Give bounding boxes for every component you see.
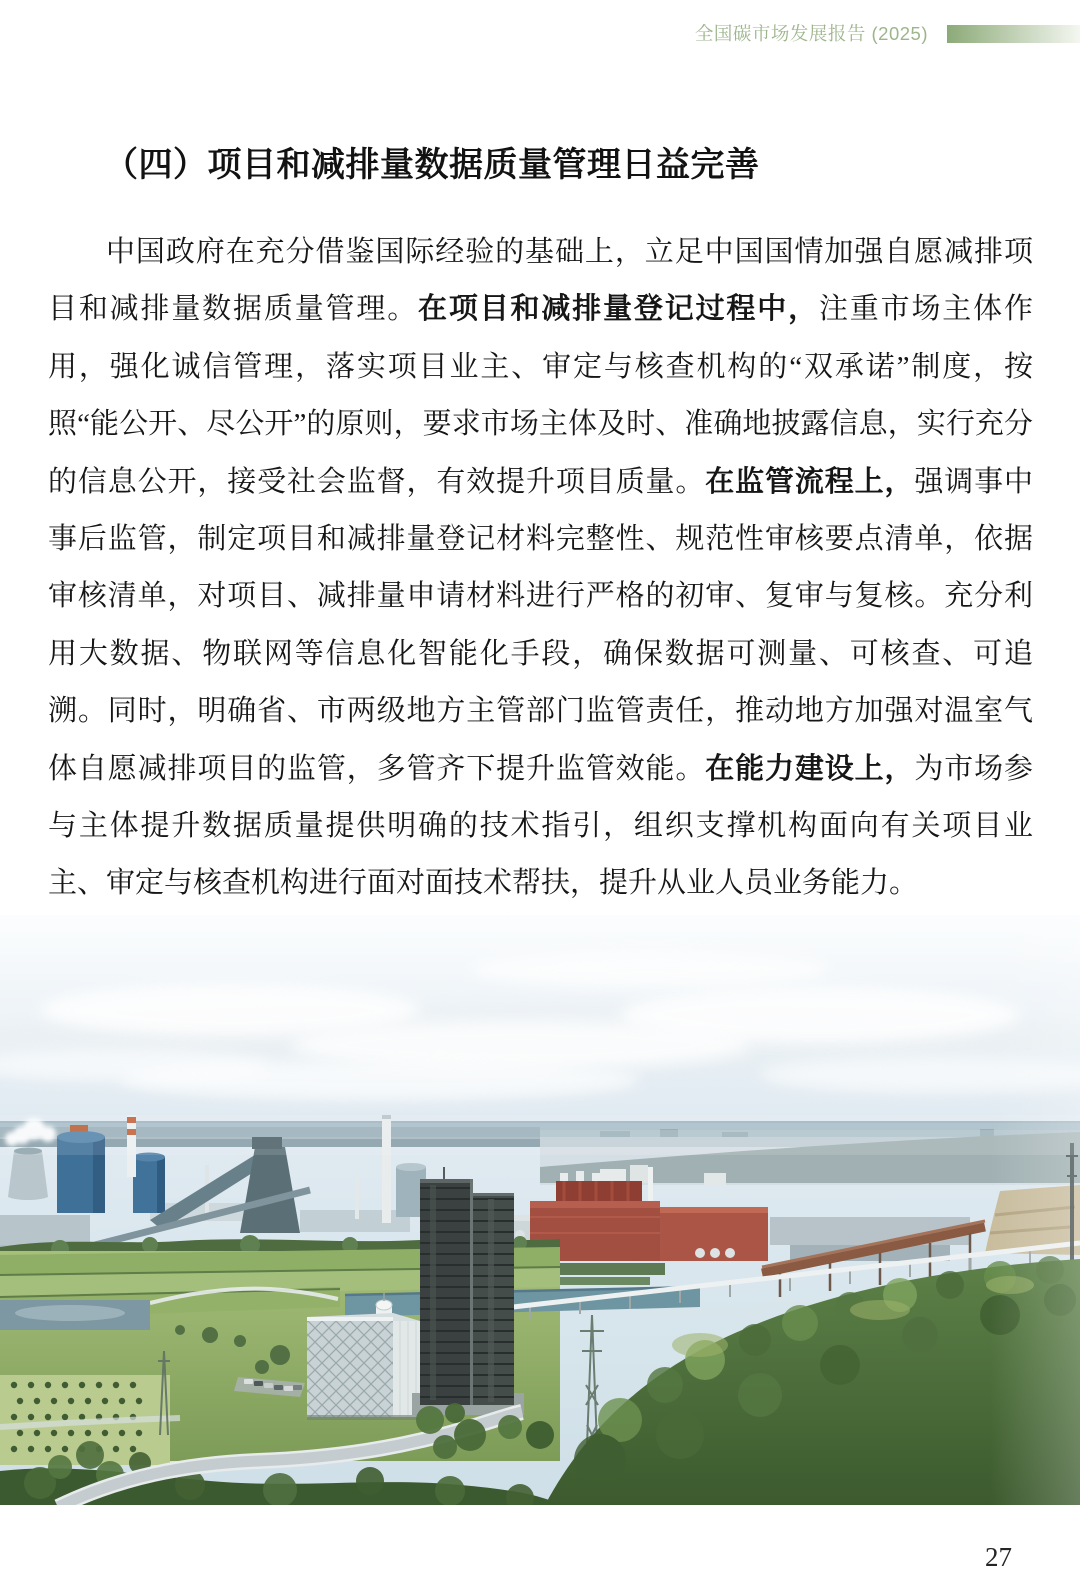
paragraph-segment: 为市场参与主体提升数据质量提供明确的技术指引，组织支撑机构面向有关项目业主、审定与核查机构进行面对面技术帮扶，提升从业人员业务能力。 — [48, 752, 1033, 900]
paragraph-segment: 在项目和减排量登记过程中， — [418, 293, 819, 326]
body-paragraph — [48, 224, 1033, 913]
photo-illustration — [0, 915, 1080, 1505]
report-title: 全国碳市场发展报告 (2025) — [694, 23, 928, 44]
page-number: 27 — [985, 1542, 1012, 1572]
paragraph-segment: 中国政府在充分借鉴国际经验的基础上，立足中国国情加强自愿减排项目和减排量数据质量管理。 — [48, 236, 1033, 326]
photo-tower — [412, 1167, 524, 1415]
paragraph-segment: 注重市场主体作用，强化诚信管理，落实项目业主、审定与核查机构的“双承诺”制度，按照“能公开、尽公开”的原则，要求市场主体及时、准确地披露信息，实行充分的信息公开，接受社会监督，有效提升项目质量。 — [48, 293, 1033, 498]
page-header — [0, 25, 1080, 43]
paragraph-segment: 在能力建设上， — [705, 752, 915, 785]
paragraph-segment: 强调事中事后监管，制定项目和减排量登记材料完整性、规范性审核要点清单，依据审核清单，对项目、减排量申请材料进行严格的初审、复审与复核。充分利用大数据、物联网等信息化智能化手段，确保数据可测量、可核查、可追溯。同时，明确省、市两级地方主管部门监管责任，推动地方加强对温室气体自愿减排项目的监管，多管齐下提升监管效能。 — [48, 465, 1033, 785]
section-heading: （四）项目和减排量数据质量管理日益完善 — [104, 147, 760, 184]
industrial-aerial-photo — [0, 915, 1080, 1505]
header-accent-bar — [947, 25, 1080, 43]
paragraph-segment: 在监管流程上， — [705, 465, 915, 498]
